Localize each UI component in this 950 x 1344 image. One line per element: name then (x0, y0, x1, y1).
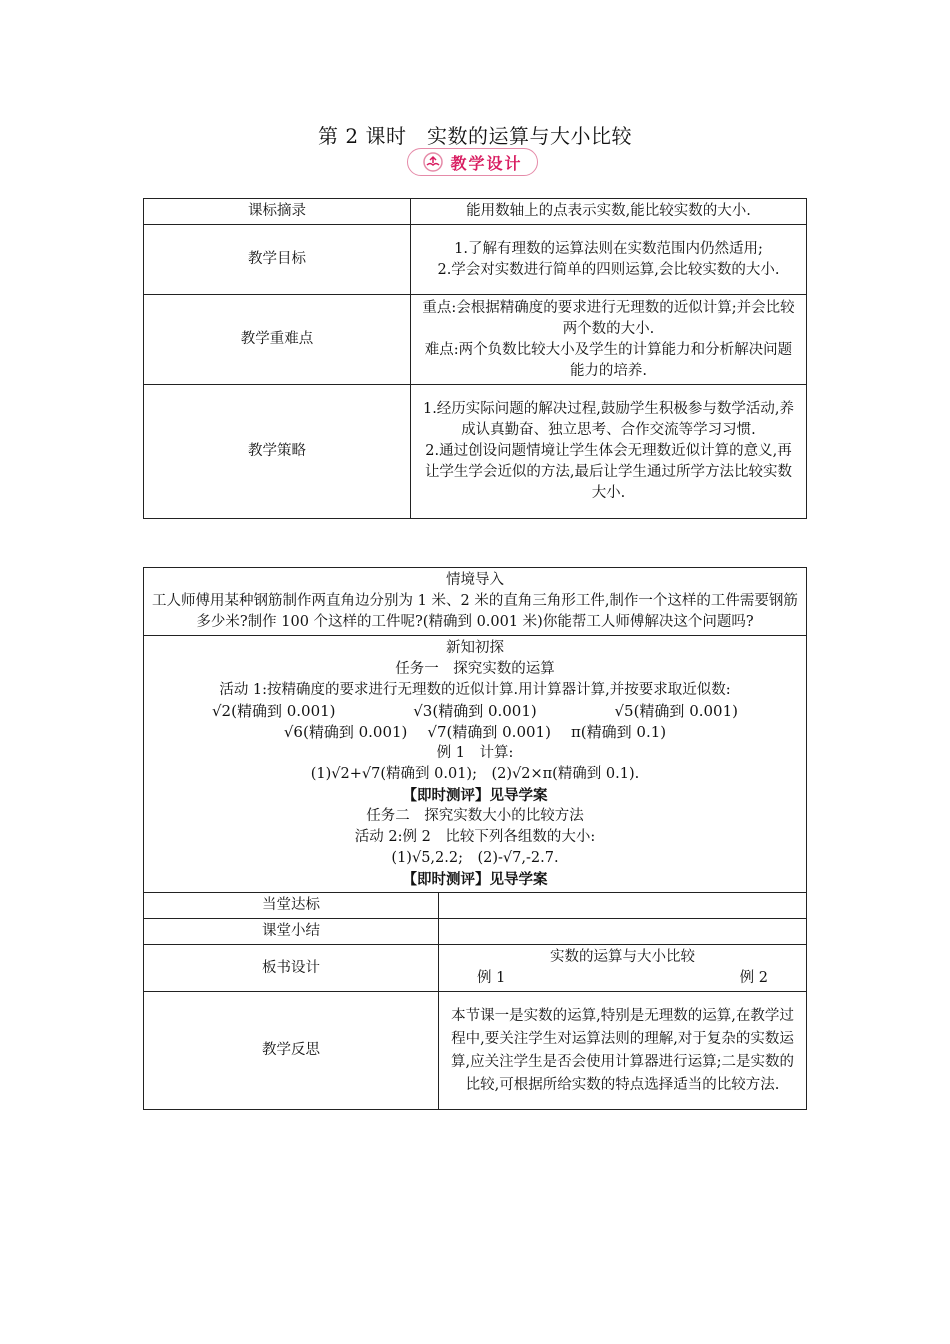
table-row (144, 568, 807, 636)
table-row (144, 385, 807, 519)
radicals-row (152, 722, 798, 743)
table-row (144, 945, 807, 992)
content-line: 难点:两个负数比较大小及学生的计算能力和分析解决问题能力的培养. (424, 341, 793, 379)
row-label: 课标摘录 (144, 199, 411, 225)
teaching-design-badge (407, 148, 538, 176)
radical-item: √5(精确到 0.001) (614, 702, 738, 720)
radical-item: √6(精确到 0.001) (283, 723, 408, 741)
row-label: 课堂小结 (144, 919, 439, 945)
content-line: 2.通过创设问题情境让学生体会无理数近似计算的意义,再让学生学会近似的方法,最后让学生通过所学方法比较实数大小. (424, 443, 793, 501)
row-content (439, 919, 807, 945)
content-line: 重点:会根据精确度的要求进行无理数的近似计算;并会比较两个数的大小. (422, 299, 795, 337)
row-content (439, 893, 807, 919)
page-title: 第 2 课时 实数的运算与大小比较 (318, 124, 632, 148)
overview-table (143, 198, 807, 519)
board-content (439, 945, 807, 992)
row-content (411, 295, 807, 385)
quiz2: 【即时测评】见导学案 (402, 871, 548, 888)
quiz1: 【即时测评】见导学案 (402, 787, 548, 804)
example1-items: (1)√2+√7(精确到 0.01); (2)√2×π(精确到 0.1). (310, 766, 640, 782)
radicals-row (152, 701, 798, 722)
row-label: 教学重难点 (144, 295, 411, 385)
row-content (411, 385, 807, 519)
table-row (144, 295, 807, 385)
row-label: 当堂达标 (144, 893, 439, 919)
board-left: 例 1 (477, 970, 506, 986)
row-label: 板书设计 (144, 945, 439, 992)
radical-item: √3(精确到 0.001) (413, 702, 537, 720)
content-line: 2.学会对实数进行简单的四则运算,会比较实数的大小. (437, 261, 780, 278)
row-label: 教学目标 (144, 225, 411, 295)
example1-title: 例 1 计算: (436, 745, 514, 761)
content-line: 1.了解有理数的运算法则在实数范围内仍然适用; (454, 240, 763, 257)
row-content: 能用数轴上的点表示实数,能比较实数的大小. (411, 199, 807, 225)
table-row (144, 893, 807, 919)
intro-cell (144, 568, 807, 636)
table-row (144, 199, 807, 225)
board-right: 例 2 (739, 970, 768, 986)
content-line: 1.经历实际问题的解决过程,鼓励学生积极参与数学活动,养成认真勤奋、独立思考、合作交流等学习习惯. (422, 401, 795, 438)
row-label: 教学反思 (144, 992, 439, 1110)
table-row (144, 636, 807, 893)
table-row (144, 225, 807, 295)
reflection-text: 本节课一是实数的运算,特别是无理数的运算,在教学过程中,要关注学生对运算法则的理解,对于复杂的实数运算,应关注学生是否会使用计算器进行运算;二是实数的比较,可根据所给实数的特点选择适当的比较方法. (439, 992, 807, 1110)
table-row (144, 919, 807, 945)
activity2: 活动 2:例 2 比较下列各组数的大小: (354, 829, 596, 845)
row-label: 教学策略 (144, 385, 411, 519)
board-title: 实数的运算与大小比较 (550, 949, 695, 965)
radical-item: √7(精确到 0.001) (427, 723, 551, 741)
new-knowledge-cell (144, 636, 807, 893)
task1-title: 任务一 探究实数的运算 (395, 661, 555, 677)
table-row (144, 992, 807, 1110)
radical-item: √2(精确到 0.001) (212, 702, 336, 720)
radical-item: π(精确到 0.1) (570, 723, 667, 741)
board-examples (447, 968, 798, 989)
activity1: 活动 1:按精确度的要求进行无理数的近似计算.用计算器计算,并按要求取近似数: (219, 682, 731, 698)
intro-text: 工人师傅用某种钢筋制作两直角边分别为 1 米、2 米的直角三角形工件,制作一个这样的工件需要钢筋多少米?制作 100 个这样的工件呢?(精确到 0.001 米)你能帮工人师傅解决这个问题吗? (152, 593, 798, 630)
badge-label: 教学设计 (450, 153, 523, 173)
book-icon (422, 152, 444, 172)
process-table (143, 567, 807, 1110)
new-heading: 新知初探 (446, 640, 504, 656)
task2-title: 任务二 探究实数大小的比较方法 (366, 808, 584, 824)
example2-items: (1)√5,2.2; (2)-√7,-2.7. (391, 850, 559, 866)
row-content (411, 225, 807, 295)
intro-heading: 情境导入 (446, 572, 504, 588)
